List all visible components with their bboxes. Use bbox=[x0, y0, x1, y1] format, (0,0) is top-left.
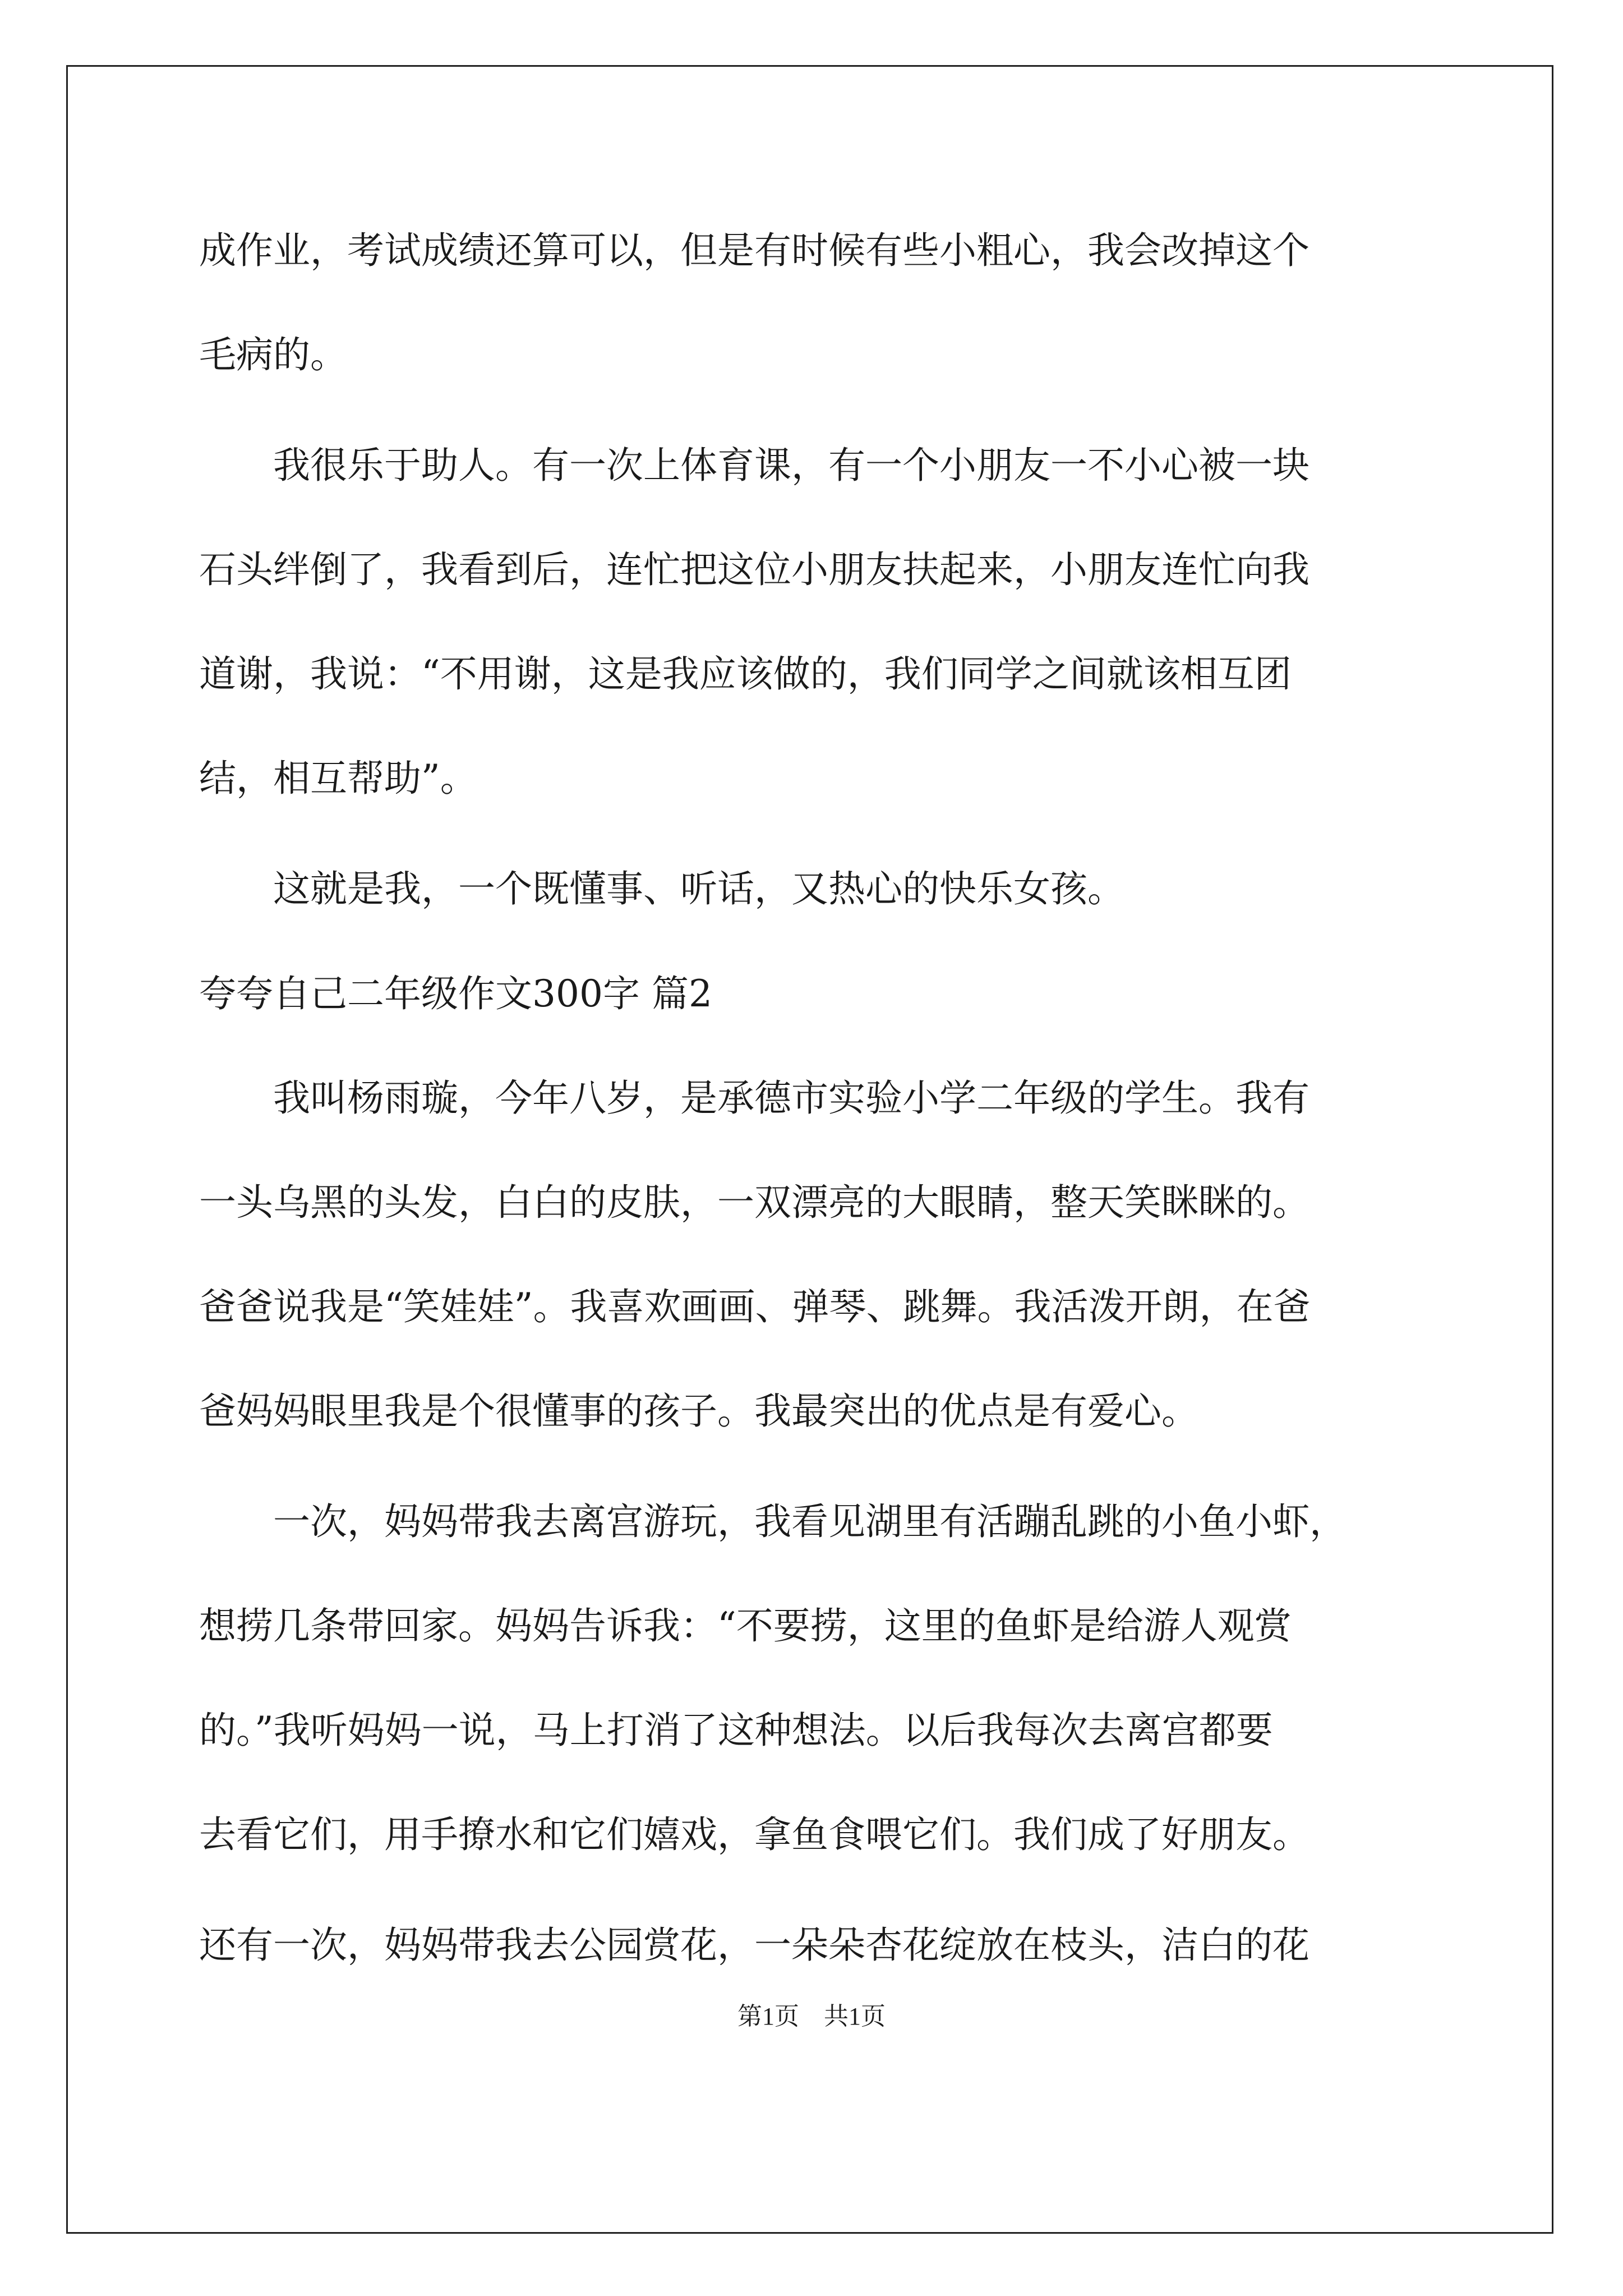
text-line: 想捞几条带回家。妈妈告诉我：“不要捞，这里的鱼虾是给游人观赏 bbox=[199, 1604, 1292, 1648]
text-line: 毛病的。 bbox=[199, 333, 347, 376]
text-line: 石头绊倒了，我看到后，连忙把这位小朋友扶起来，小朋友连忙向我 bbox=[199, 548, 1310, 591]
paragraph-start: 这就是我，一个既懂事、听话，又热心的快乐女孩。 bbox=[199, 867, 1124, 910]
text-line: 还有一次，妈妈带我去公园赏花，一朵朵杏花绽放在枝头，洁白的花 bbox=[199, 1924, 1310, 1967]
text-line: 成作业，考试成绩还算可以，但是有时候有些小粗心，我会改掉这个 bbox=[199, 229, 1310, 272]
text-line: 结，相互帮助”。 bbox=[199, 757, 477, 800]
text-line: 去看它们，用手撩水和它们嬉戏，拿鱼食喂它们。我们成了好朋友。 bbox=[199, 1813, 1310, 1856]
text-line: 爸妈妈眼里我是个很懂事的孩子。我最突出的优点是有爱心。 bbox=[199, 1389, 1198, 1433]
page-number-footer: 第1页 共1页 bbox=[737, 2003, 886, 2030]
page-border bbox=[66, 65, 1553, 2234]
text-line: 的。”我听妈妈一说，马上打消了这种想法。以后我每次去离宫都要 bbox=[199, 1709, 1273, 1752]
text-line: 一头乌黑的头发，白白的皮肤，一双漂亮的大眼睛，整天笑眯眯的。 bbox=[199, 1181, 1310, 1224]
paragraph-start: 一次，妈妈带我去离宫游玩，我看见湖里有活蹦乱跳的小鱼小虾， bbox=[199, 1500, 1347, 1543]
paragraph-start: 我很乐于助人。有一次上体育课，有一个小朋友一不小心被一块 bbox=[199, 444, 1310, 487]
paragraph-start: 我叫杨雨璇，今年八岁，是承德市实验小学二年级的学生。我有 bbox=[199, 1076, 1310, 1120]
section-heading: 夸夸自己二年级作文300字 篇2 bbox=[199, 972, 712, 1015]
text-line: 爸爸说我是“笑娃娃”。我喜欢画画、弹琴、跳舞。我活泼开朗，在爸 bbox=[199, 1285, 1311, 1328]
text-line: 道谢，我说：“不用谢，这是我应该做的，我们同学之间就该相互团 bbox=[199, 652, 1292, 696]
